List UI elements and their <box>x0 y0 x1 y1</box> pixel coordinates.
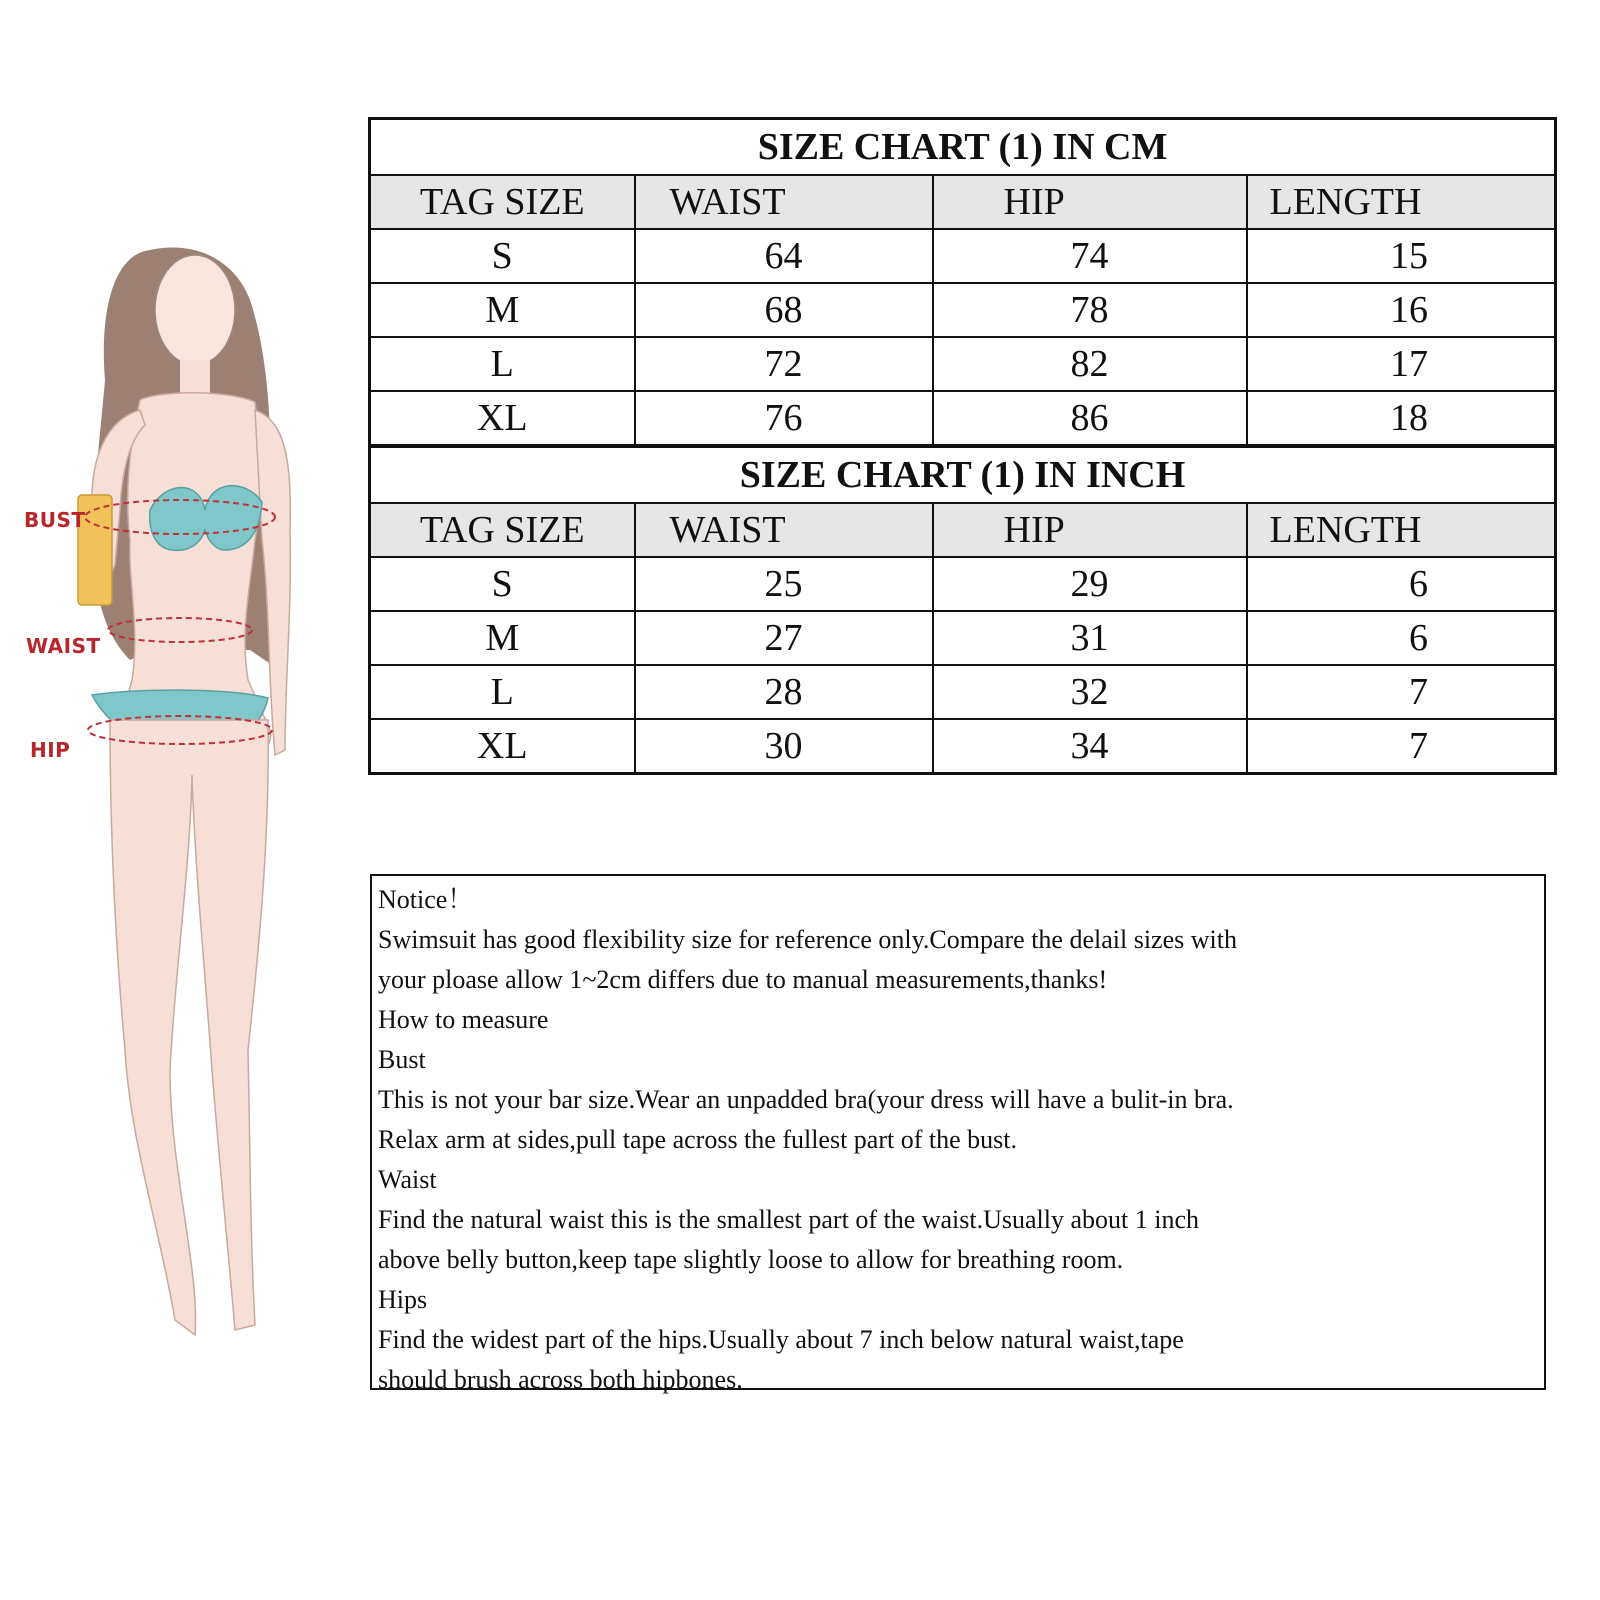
cm-cell-hip: 82 <box>933 337 1247 391</box>
face-shape <box>155 255 235 365</box>
inch-cell-length: 7 <box>1247 719 1556 774</box>
cm-cell-waist: 76 <box>635 391 933 446</box>
inch-cell-length: 7 <box>1247 665 1556 719</box>
model-figure-svg <box>0 210 340 1410</box>
table-row <box>370 665 1556 719</box>
table-row <box>370 557 1556 611</box>
cm-cell-waist: 64 <box>635 229 933 283</box>
notice-line: Find the natural waist this is the smallest part of the waist.Usually about 1 inch <box>378 1205 1200 1234</box>
cm-cell-waist: 72 <box>635 337 933 391</box>
cm-cell-length: 17 <box>1247 337 1556 391</box>
cm-cell-size: S <box>370 229 635 283</box>
table-row <box>370 337 1556 391</box>
inch-cell-waist: 30 <box>635 719 933 774</box>
notice-box <box>370 874 1546 1394</box>
bust-heading: Bust <box>378 1045 426 1074</box>
inch-cell-waist: 25 <box>635 557 933 611</box>
cm-cell-size: XL <box>370 391 635 446</box>
model-illustration <box>0 210 340 1410</box>
notice-line: This is not your bar size.Wear an unpadded bra(your dress will have a bulit-in bra. <box>378 1085 1234 1114</box>
cm-header-row <box>370 175 1556 229</box>
inch-cell-size: S <box>370 557 635 611</box>
notice-line: Swimsuit has good flexibility size for reference only.Compare the delail sizes with <box>378 925 1237 954</box>
cm-header-waist: WAIST <box>635 175 933 229</box>
inch-header-length: LENGTH <box>1247 503 1556 557</box>
table-row <box>370 611 1556 665</box>
cm-cell-length: 15 <box>1247 229 1556 283</box>
cm-header-hip: HIP <box>933 175 1247 229</box>
table-row <box>370 283 1556 337</box>
notice-line: should brush across both hipbones. <box>378 1365 743 1394</box>
inch-header-row <box>370 503 1556 557</box>
hip-label: HIP <box>30 738 71 762</box>
hips-heading: Hips <box>378 1285 428 1314</box>
cm-cell-size: L <box>370 337 635 391</box>
inch-cell-waist: 27 <box>635 611 933 665</box>
table-row <box>370 391 1556 446</box>
inch-cell-length: 6 <box>1247 611 1556 665</box>
notice-line: Find the widest part of the hips.Usually about 7 inch below natural waist,tape <box>378 1325 1184 1354</box>
cm-cell-length: 16 <box>1247 283 1556 337</box>
inch-header-tag-size: TAG SIZE <box>370 503 635 557</box>
notice-line: Relax arm at sides,pull tape across the fullest part of the bust. <box>378 1125 1017 1154</box>
bust-label: BUST <box>24 508 86 532</box>
size-chart-table <box>368 117 1557 775</box>
cm-cell-size: M <box>370 283 635 337</box>
inch-cell-size: L <box>370 665 635 719</box>
how-to-measure-heading: How to measure <box>378 1005 549 1034</box>
inch-cell-waist: 28 <box>635 665 933 719</box>
waist-label: WAIST <box>26 634 101 658</box>
table-row <box>370 719 1556 774</box>
inch-cell-hip: 32 <box>933 665 1247 719</box>
inch-header-hip: HIP <box>933 503 1247 557</box>
inch-table-title: SIZE CHART (1) IN INCH <box>370 446 1556 503</box>
inch-cell-size: M <box>370 611 635 665</box>
cm-cell-hip: 74 <box>933 229 1247 283</box>
legs-shape <box>110 720 268 1335</box>
notice-line: above belly button,keep tape slightly loose to allow for breathing room. <box>378 1245 1124 1274</box>
inch-header-waist: WAIST <box>635 503 933 557</box>
notice-heading: Notice！ <box>378 885 474 914</box>
inch-cell-length: 6 <box>1247 557 1556 611</box>
inch-cell-hip: 29 <box>933 557 1247 611</box>
cm-header-tag-size: TAG SIZE <box>370 175 635 229</box>
table-row <box>370 229 1556 283</box>
waist-heading: Waist <box>378 1165 437 1194</box>
cm-cell-length: 18 <box>1247 391 1556 446</box>
notice-line: your ploase allow 1~2cm differs due to manual measurements,thanks! <box>378 965 1108 994</box>
cm-cell-hip: 86 <box>933 391 1247 446</box>
cm-cell-waist: 68 <box>635 283 933 337</box>
inch-cell-hip: 34 <box>933 719 1247 774</box>
inch-cell-size: XL <box>370 719 635 774</box>
inch-cell-hip: 31 <box>933 611 1247 665</box>
cm-cell-hip: 78 <box>933 283 1247 337</box>
cm-table-title: SIZE CHART (1) IN CM <box>370 119 1556 176</box>
cm-header-length: LENGTH <box>1247 175 1556 229</box>
